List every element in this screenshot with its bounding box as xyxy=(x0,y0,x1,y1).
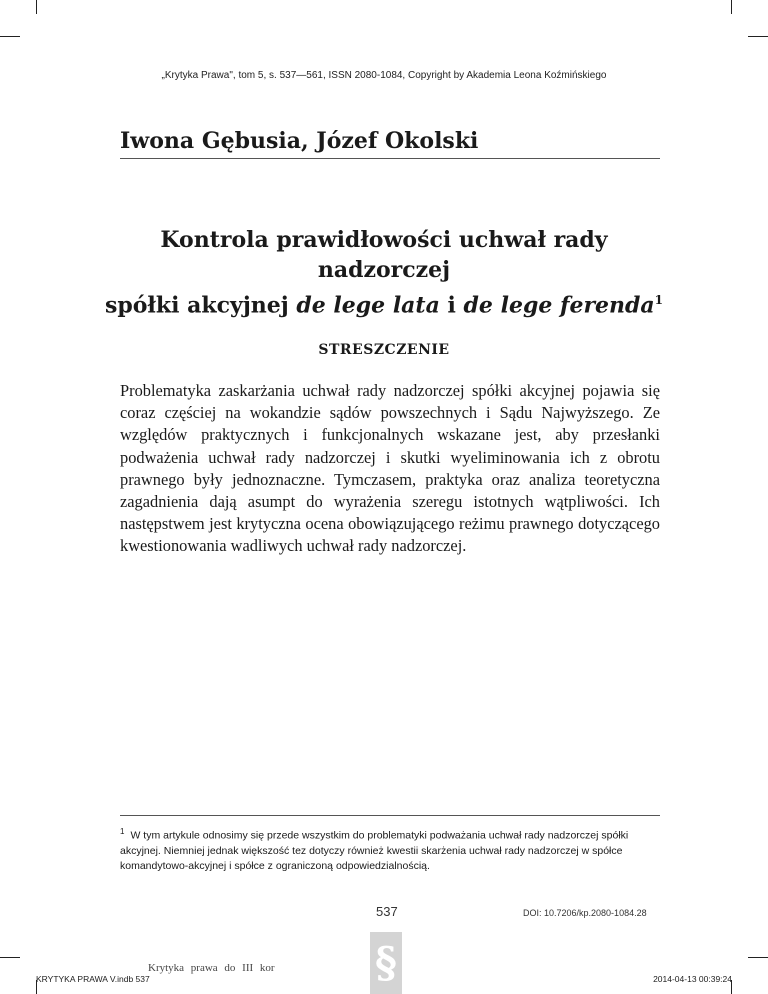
title-connector: i xyxy=(439,292,464,319)
crop-mark xyxy=(748,36,768,37)
article-authors: Iwona Gębusia, Józef Okolski xyxy=(120,128,660,159)
abstract-text: Problematyka zaskarżania uchwał rady nadzorczej spółki akcyjnej pojawia się coraz częściej na wokandzie sądów powszechnych i Sądu Najwyższego. Ze względów praktycznych i funkcjonalnych wskazane jest, aby przesłanki podważenia uchwał rady nadzorczej i skutki wyeliminowania ich z obrotu prawnego były jednoznaczne. Tymczasem, praktyka oraz analiza teoretyczna zagadnienia dają asumpt do wyrażenia szeregu istotnych wątpliwości. Ich następstwem jest krytyczna ocena obowiązującego reżimu prawnego dotyczącego kwestionowania wadliwych uchwał rady nadzorczej. xyxy=(120,381,660,556)
title-line-1: Kontrola prawidłowości uchwał rady nadzorczej xyxy=(160,227,608,283)
title-footnote-ref[interactable]: 1 xyxy=(654,293,664,307)
footnote xyxy=(120,824,660,874)
footnote-divider xyxy=(120,815,660,816)
title-italic-lata: de lege lata xyxy=(296,292,440,319)
title-line-2-prefix: spółki akcyjnej xyxy=(104,292,297,319)
print-slug-file: KRYTYKA PRAWA V.indb 537 xyxy=(36,974,150,984)
crop-mark xyxy=(748,957,768,958)
footnote-text: W tym artykule odnosimy się przede wszystkim do problematyki podważania uchwał rady nadzorczej spółki akcyjnej. Niemniej jednak większość tez dotyczy również kwestii skarżenia uchwał rady nadzorczej w spółce komandytowo-akcyjnej i spółce z ograniczoną odpowiedzialnością. xyxy=(120,829,629,872)
crop-mark xyxy=(0,36,20,37)
title-italic-ferenda: de lege ferenda xyxy=(463,292,655,319)
crop-mark xyxy=(731,0,732,14)
doi-link[interactable]: DOI: 10.7206/kp.2080-1084.28 xyxy=(523,908,647,918)
section-symbol-icon: § xyxy=(370,932,402,994)
print-slug-timestamp: 2014-04-13 00:39:24 xyxy=(653,974,732,984)
article-title xyxy=(100,225,668,320)
crop-mark xyxy=(0,957,20,958)
abstract-heading: STRESZCZENIE xyxy=(318,342,450,358)
page-number: 537 xyxy=(376,904,398,919)
journal-header-note: „Krytyka Prawa", tom 5, s. 537—561, ISSN 2080-1084, Copyright by Akademia Leona Koźmińskiego xyxy=(161,70,607,81)
footnote-number: 1 xyxy=(120,827,125,836)
crop-mark xyxy=(36,0,37,14)
print-slug-overlay: Krytyka prawa do III kor xyxy=(148,962,275,974)
